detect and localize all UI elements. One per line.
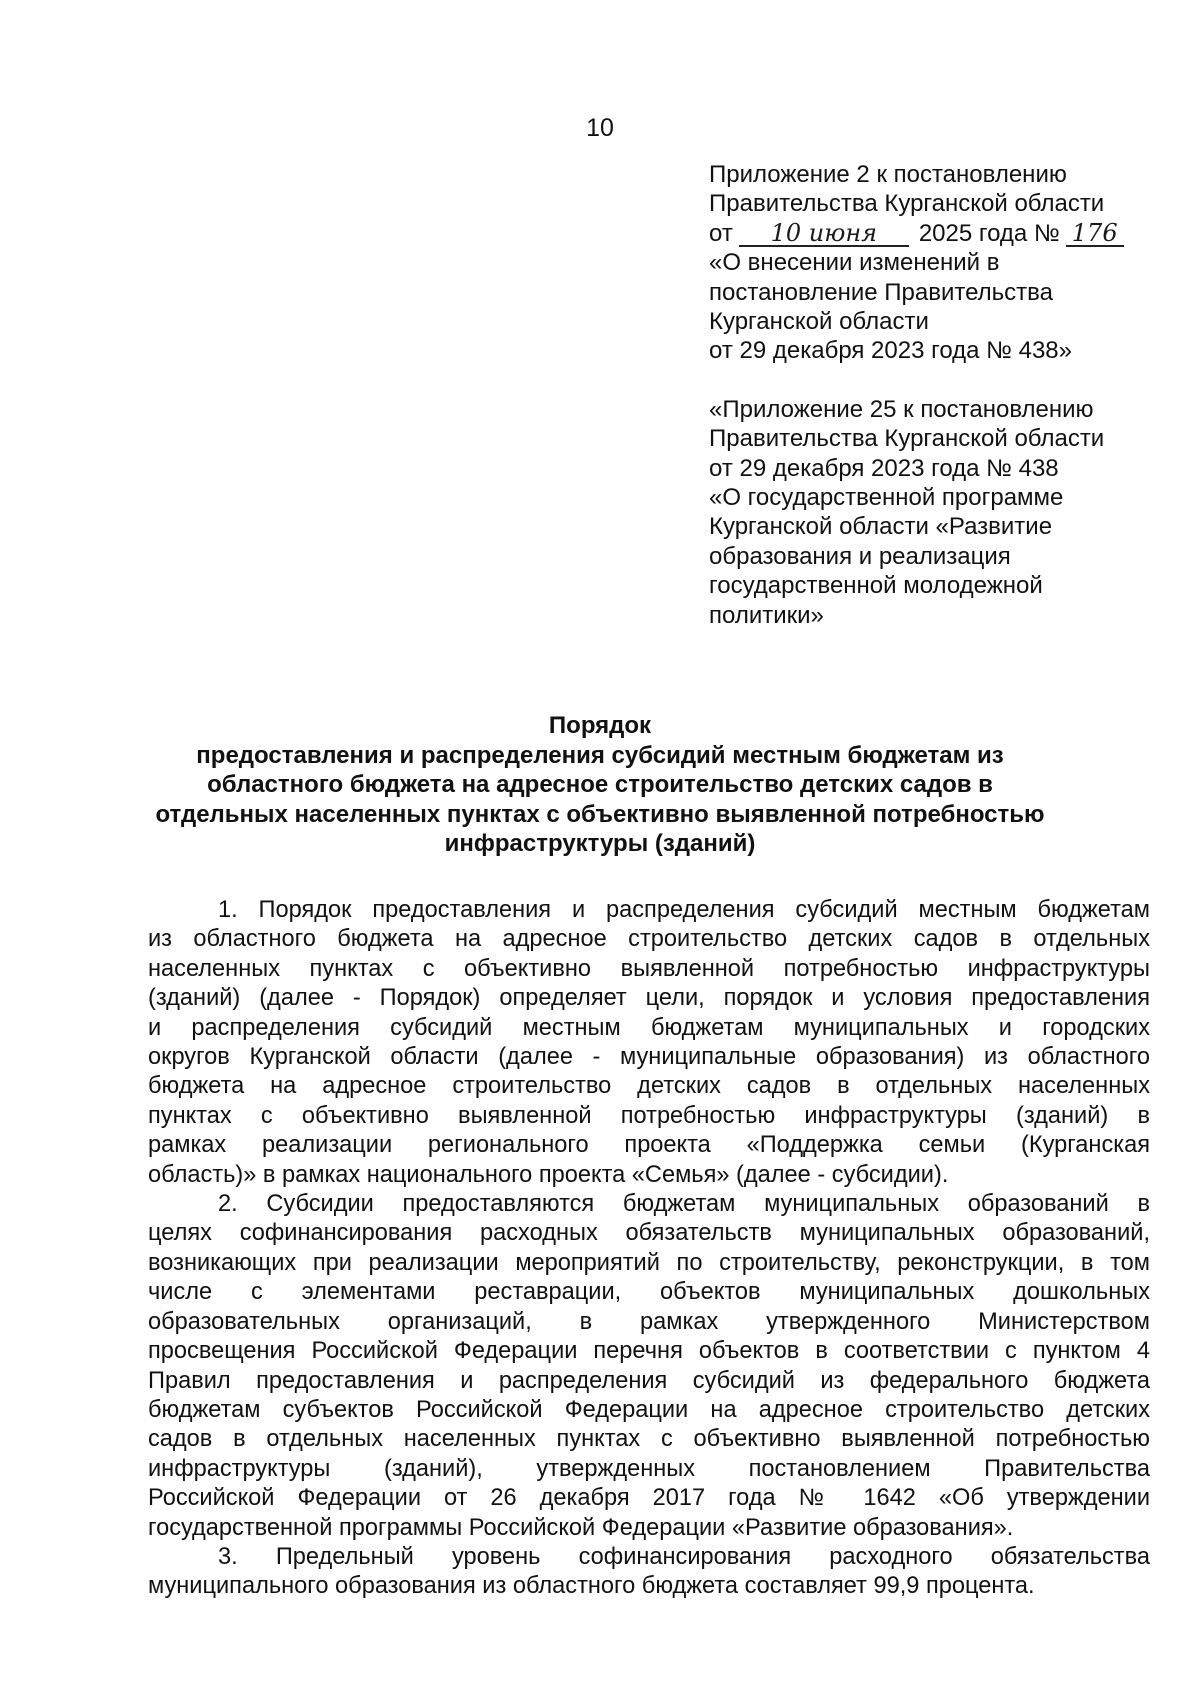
paragraph-2 — [148, 1190, 1150, 1543]
paragraph-line: 2. Субсидии предоставляются бюджетам муниципальных образований в — [218, 1191, 1150, 1218]
title-line-2: предоставления и распределения субсидий местным бюджетам из — [196, 741, 1004, 769]
paragraph-line: бюджета на адресное строительство детских садов в отдельных населенных — [148, 1073, 1150, 1100]
paragraph-line: возникающих при реализации мероприятий по строительству, реконструкции, в том — [148, 1249, 1150, 1276]
page-number: 10 — [586, 114, 614, 142]
title-line-1: Порядок — [548, 712, 652, 739]
appendix-original-line-4: «О государственной программе — [709, 484, 1064, 512]
date-prefix: от — [709, 219, 733, 247]
title-line-4: отдельных населенных пунктах с объективно выявленной потребностью — [155, 800, 1045, 828]
appendix-original-line-3: от 29 декабря 2023 года № 438 — [709, 454, 1059, 482]
appendix-header-line-3 — [709, 219, 1179, 248]
block-spacer — [709, 366, 1179, 395]
document-body — [148, 896, 1150, 1602]
appendix-header-block — [709, 160, 1179, 630]
paragraph-1 — [148, 896, 1150, 1190]
paragraph-line: округов Курганской области (далее - муниципальные образования) из областного — [148, 1044, 1150, 1071]
paragraph-line: государственной программы Российской Федерации «Развитие образования». — [148, 1514, 1014, 1541]
paragraph-line: и распределения субсидий местным бюджетам муниципальных и городских — [148, 1014, 1150, 1041]
handwritten-number: 176 — [1066, 221, 1124, 247]
appendix-header-line-2: Правительства Курганской области — [709, 190, 1105, 218]
paragraph-line: Правил предоставления и распределения субсидий из федерального бюджета — [148, 1367, 1150, 1394]
appendix-original-line-7: государственной молодежной — [709, 572, 1043, 600]
paragraph-line: рамках реализации регионального проекта «Поддержка семьи (Курганская — [148, 1132, 1150, 1159]
paragraph-line: образовательных организаций, в рамках утвержденного Министерством — [148, 1308, 1150, 1335]
paragraph-3 — [148, 1543, 1150, 1602]
year-label: 2025 года № — [918, 219, 1060, 247]
paragraph-line: числе с элементами реставрации, объектов муниципальных дошкольных — [148, 1279, 1150, 1306]
paragraph-line: 1. Порядок предоставления и распределения субсидий местным бюджетам — [218, 897, 1150, 923]
handwritten-date: 10 июня — [739, 221, 909, 247]
appendix-header-line-1: Приложение 2 к постановлению — [709, 161, 1067, 188]
appendix-original-line-6: образования и реализация — [709, 542, 1011, 570]
appendix-header-line-7: от 29 декабря 2023 года № 438» — [709, 337, 1072, 365]
appendix-original-line-5: Курганской области «Развитие — [709, 513, 1053, 541]
paragraph-line: 3. Предельный уровень софинансирования расходного обязательства — [218, 1543, 1150, 1570]
appendix-header-line-5: постановление Правительства — [709, 278, 1053, 306]
paragraph-line: целях софинансирования расходных обязательств муниципальных образований, — [148, 1220, 1150, 1247]
paragraph-line: инфраструктуры (зданий), утвержденных постановлением Правительства — [148, 1455, 1150, 1482]
document-title — [130, 711, 1070, 859]
paragraph-line: муниципального образования из областного бюджета составляет 99,9 процента. — [148, 1573, 1035, 1600]
paragraph-line: (зданий) (далее - Порядок) определяет цели, порядок и условия предоставления — [148, 985, 1150, 1012]
title-line-5: инфраструктуры (зданий) — [444, 830, 756, 857]
paragraph-line: садов в отдельных населенных пунктах с объективно выявленной потребностью — [148, 1426, 1150, 1453]
paragraph-line: Российской Федерации от 26 декабря 2017 года № 1642 «Об утверждении — [148, 1485, 1150, 1512]
paragraph-line: область)» в рамках национального проекта «Семья» (далее - субсидии). — [148, 1161, 949, 1188]
paragraph-line: пунктах с объективно выявленной потребностью инфраструктуры (зданий) в — [148, 1102, 1150, 1129]
paragraph-line: бюджетам субъектов Российской Федерации на адресное строительство детских — [148, 1396, 1150, 1423]
appendix-original-line-8: политики» — [709, 601, 824, 629]
paragraph-line: из областного бюджета на адресное строительство детских садов в отдельных — [148, 926, 1150, 953]
appendix-original-line-2: Правительства Курганской области — [709, 425, 1105, 453]
paragraph-line: населенных пунктах с объективно выявленной потребностью инфраструктуры — [148, 955, 1150, 982]
paragraph-line: просвещения Российской Федерации перечня объектов в соответствии с пунктом 4 — [148, 1338, 1150, 1365]
title-line-3: областного бюджета на адресное строительство детских садов в — [207, 771, 993, 798]
appendix-header-line-4: «О внесении изменений в — [709, 249, 1000, 277]
appendix-header-line-6: Курганской области — [709, 308, 929, 336]
appendix-original-line-1: «Приложение 25 к постановлению — [709, 395, 1094, 423]
